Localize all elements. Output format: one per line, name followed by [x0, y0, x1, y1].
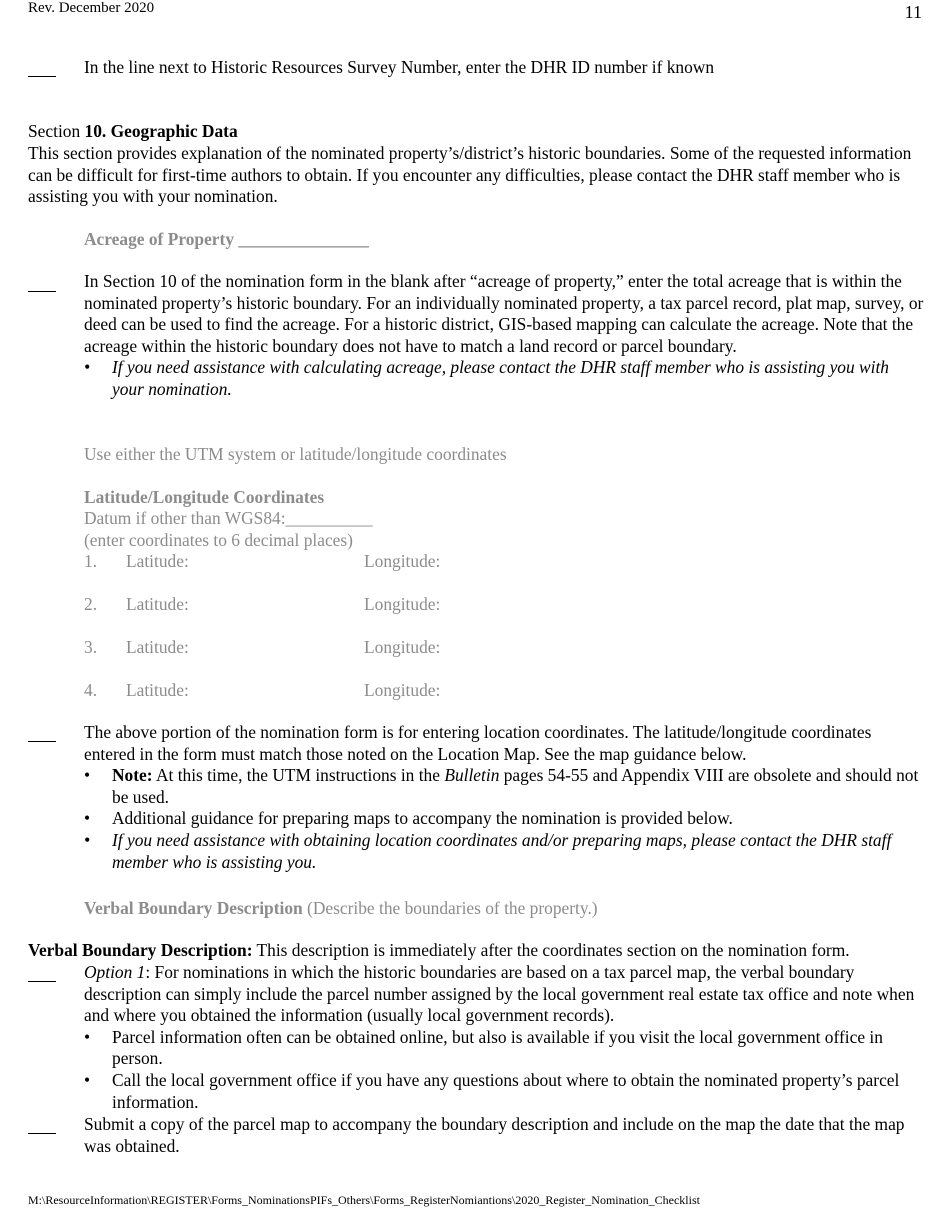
coordinate-assistance-bullet: • If you need assistance with obtaining location coordinates and/or preparing maps, please contact the DHR staff member who is assisting you. — [84, 830, 924, 873]
latlong-heading: Latitude/Longitude Coordinates — [84, 487, 325, 507]
call-office-bullet: • Call the local government office if you have any questions about where to obtain the nominated property’s parcel information. — [84, 1070, 924, 1113]
latitude-label: Latitude: — [126, 551, 189, 571]
section-intro: This section provides explanation of the nominated property’s/district’s historic boundaries. Some of the requested information can be difficult for first-time authors to obtain. If you encounter any difficulties, please contact the DHR staff member who is assisting you with your nomination. — [28, 143, 912, 207]
datum-line: Datum if other than WGS84:__________ — [84, 508, 373, 528]
map-guidance-bullet: • Additional guidance for preparing maps to accompany the nomination is provided below. — [84, 808, 924, 830]
verbal-form-field — [84, 898, 598, 920]
longitude-label: Longitude: — [364, 594, 441, 614]
acreage-item — [84, 271, 924, 401]
file-path-footer: M:\ResourceInformation\REGISTER\Forms_NominationsPIFs_Others\Forms_RegisterNomiantions\2020_Register_Nomination_Checklist — [28, 1193, 700, 1207]
checkbox-blank[interactable] — [28, 76, 56, 77]
utm-note-bullet — [84, 765, 924, 808]
verbal-heading-line — [28, 940, 924, 962]
option1-text — [84, 962, 924, 1027]
verbal-heading-text: This description is immediately after the coordinates section on the nomination form. — [252, 940, 850, 960]
section-label: Section — [28, 121, 85, 141]
acreage-label-text: Acreage of Property — [84, 229, 239, 249]
latitude-label: Latitude: — [126, 680, 189, 700]
verbal-form-label: Verbal Boundary Description — [84, 898, 303, 918]
page-number: 11 — [904, 2, 922, 22]
verbal-heading: Verbal Boundary Description: — [28, 940, 253, 960]
decimal-note: (enter coordinates to 6 decimal places) — [84, 530, 353, 550]
section-heading — [28, 121, 924, 143]
checkbox-blank[interactable] — [28, 1133, 56, 1134]
longitude-label: Longitude: — [364, 680, 441, 700]
option1-body: : For nominations in which the historic boundaries are based on a tax parcel map, the verbal boundary description can simply include the parcel number assigned by the local government real estate tax office and note when and where you obtained the information (usually local government records). — [84, 962, 915, 1026]
note-post: pages 54-55 and Appendix VIII are obsolete and should not be used. — [112, 765, 919, 807]
longitude-label: Longitude: — [364, 637, 441, 657]
checkbox-blank[interactable] — [28, 741, 56, 742]
location-item-text: The above portion of the nomination form is for entering location coordinates. The latitude/longitude coordinates entered in the form must match those noted on the Location Map. See the map guidance below. — [84, 722, 872, 764]
note-pre: At this time, the UTM instructions in the — [152, 765, 445, 786]
checkbox-blank[interactable] — [28, 291, 56, 292]
latitude-label: Latitude: — [126, 594, 189, 614]
row-number: 1. — [84, 551, 98, 571]
acreage-item-text: In Section 10 of the nomination form in the blank after “acreage of property,” enter the total acreage that is within the nominated property’s historic boundary. For an individually nominated property, a tax parcel record, plat map, survey, or deed can be used to find the acreage. For a historic district, GIS-based mapping can calculate the acreage. Note that the acreage within the historic boundary does not have to match a land record or parcel boundary. — [84, 271, 924, 356]
row-number: 3. — [84, 637, 98, 657]
row-number: 4. — [84, 680, 98, 700]
acreage-form-label — [84, 229, 369, 251]
parcel-online-bullet: • Parcel information often can be obtained online, but also is available if you visit the local government office in person. — [84, 1027, 924, 1070]
coordinate-instruction: Use either the UTM system or latitude/longitude coordinates — [84, 444, 507, 464]
location-item — [84, 722, 924, 873]
acreage-assistance-bullet: • If you need assistance with calculating acreage, please contact the DHR staff member who is assisting you with your nomination. — [84, 357, 924, 400]
bulletin-title: Bulletin — [444, 765, 500, 786]
survey-number-item: In the line next to Historic Resources Survey Number, enter the DHR ID number if known — [84, 57, 715, 77]
longitude-label: Longitude: — [364, 551, 441, 571]
row-number: 2. — [84, 594, 98, 614]
option1-label: Option 1 — [84, 962, 146, 982]
acreage-blank: _______________ — [238, 229, 369, 249]
option1-item — [84, 962, 924, 1113]
note-label: Note: — [112, 765, 153, 786]
checkbox-blank[interactable] — [28, 981, 56, 982]
section-title: 10. Geographic Data — [84, 121, 238, 141]
submit-map-item: Submit a copy of the parcel map to accompany the boundary description and include on the map the date that the map was obtained. — [84, 1114, 905, 1156]
verbal-form-hint: (Describe the boundaries of the property.) — [302, 898, 598, 918]
revision-date: Rev. December 2020 — [28, 0, 155, 16]
latitude-label: Latitude: — [126, 637, 189, 657]
